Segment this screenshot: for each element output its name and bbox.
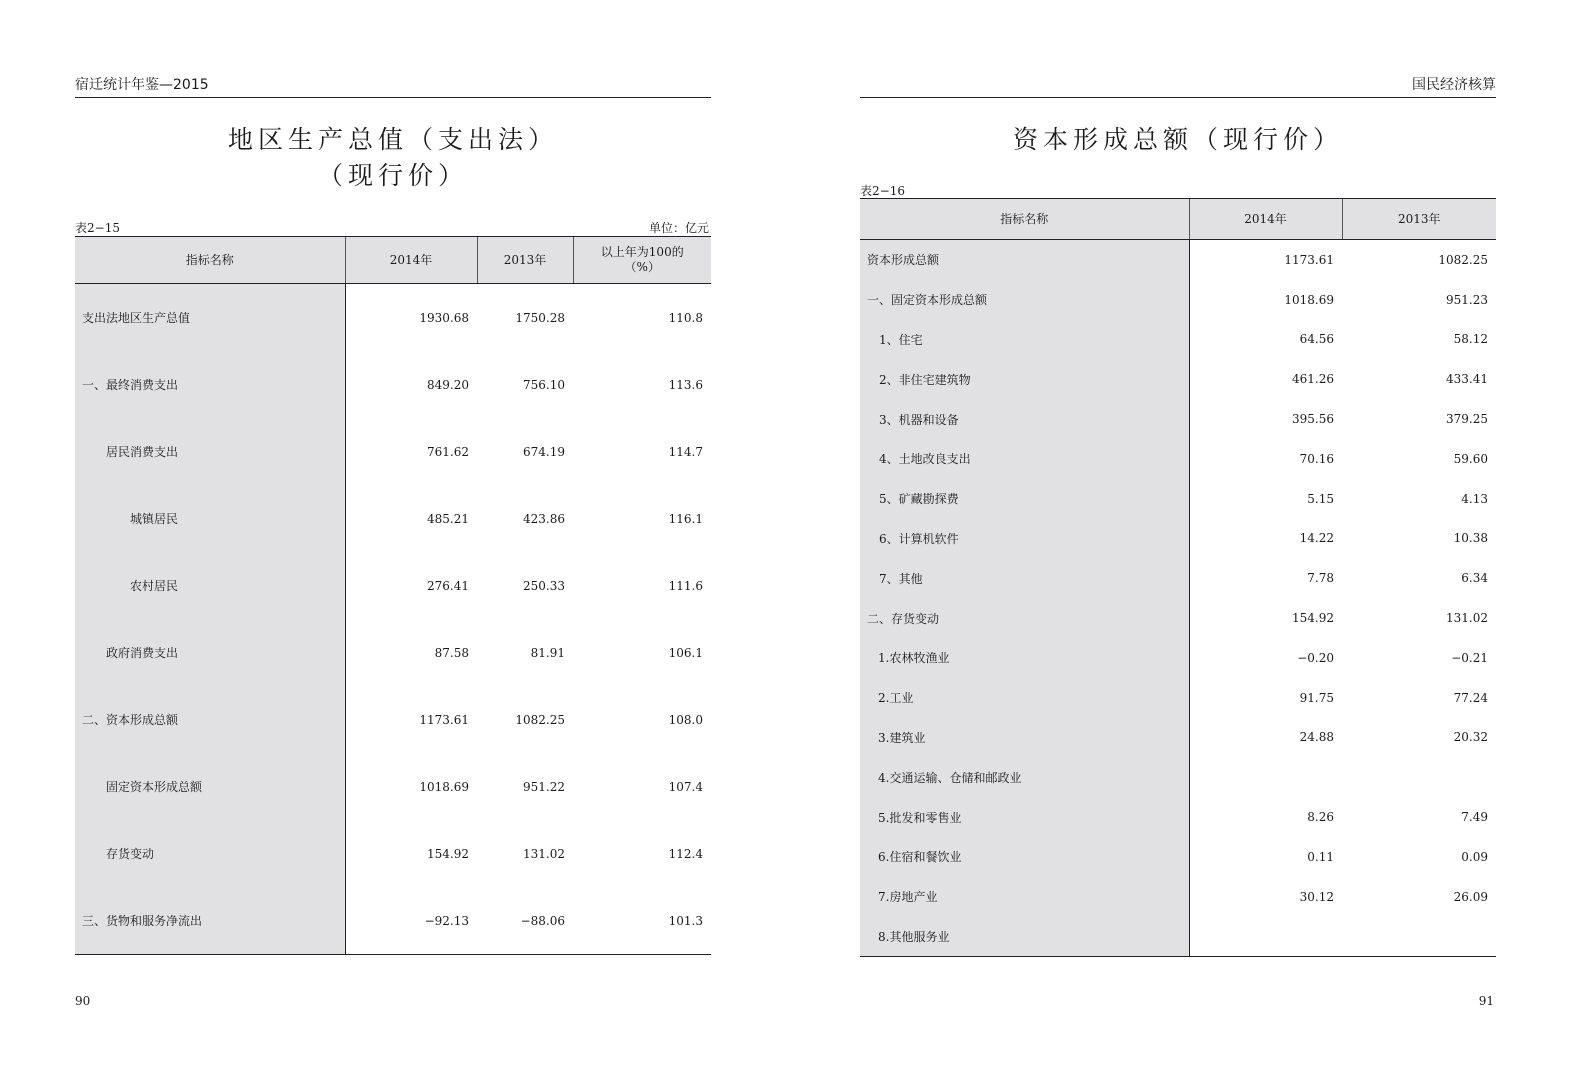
value-2013: 58.12 — [1453, 332, 1488, 347]
row-name: 5.批发和零售业 — [860, 797, 1189, 837]
table-row — [860, 837, 1496, 877]
index-header-line-1: 以上年为100的 — [600, 245, 684, 259]
column-header-2014: 2014年 — [1189, 199, 1342, 240]
value-2013: −88.06 — [477, 887, 573, 955]
value-2014: 91.75 — [1299, 690, 1334, 705]
row-name: 资本形成总额 — [860, 240, 1189, 280]
table-row — [860, 479, 1496, 519]
table-number-left: 表2−15 — [75, 221, 120, 235]
table-row — [860, 240, 1496, 280]
table-row — [860, 519, 1496, 559]
page-number-left: 90 — [75, 994, 91, 1008]
row-name: 5、矿藏勘探费 — [860, 479, 1189, 519]
table-header-row — [860, 199, 1496, 240]
value-2014 — [1189, 757, 1342, 797]
value-2013: 674.19 — [523, 444, 565, 459]
table-row — [860, 598, 1496, 638]
table-row — [75, 284, 711, 352]
page-title-right: 资本形成总额（现行价） — [1012, 125, 1343, 154]
value-2013: 1082.25 — [515, 712, 565, 727]
left-page — [75, 0, 711, 1077]
table-row — [75, 686, 711, 753]
value-2014 — [1189, 917, 1342, 957]
value-2013: 6.34 — [1461, 571, 1488, 586]
row-name: 7.房地产业 — [860, 877, 1189, 917]
row-name: 居民消费支出 — [75, 418, 345, 485]
value-2014: 461.26 — [1292, 372, 1334, 387]
row-name: 三、货物和服务净流出 — [75, 887, 345, 955]
row-name: 城镇居民 — [75, 485, 345, 552]
row-name: 农村居民 — [75, 552, 345, 619]
table-row — [860, 320, 1496, 360]
column-header-indicator: 指标名称 — [860, 199, 1189, 240]
row-name: 二、资本形成总额 — [75, 686, 345, 753]
value-2013: 20.32 — [1453, 730, 1488, 745]
capital-formation-table — [860, 198, 1496, 957]
value-2013: 1082.25 — [1438, 252, 1488, 267]
table-row — [860, 359, 1496, 399]
value-2014: 1173.61 — [419, 712, 469, 727]
table-number-right: 表2−16 — [860, 184, 905, 198]
value-2013: 0.09 — [1461, 849, 1488, 864]
title-line-2: （现行价） — [317, 161, 468, 190]
column-header-indicator: 指标名称 — [75, 237, 345, 284]
value-2013: 7.49 — [1461, 810, 1488, 825]
value-2013: 81.91 — [530, 645, 565, 660]
row-name: 4.交通运输、仓储和邮政业 — [860, 757, 1189, 797]
value-2013: −0.21 — [1451, 650, 1488, 665]
column-header-2013: 2013年 — [1342, 199, 1496, 240]
value-2014: 154.92 — [1292, 611, 1334, 626]
value-2014: 30.12 — [1299, 889, 1334, 904]
value-2013 — [1342, 757, 1496, 797]
value-2014: 849.20 — [427, 377, 469, 392]
row-name: 6、计算机软件 — [860, 519, 1189, 559]
row-name: 政府消费支出 — [75, 619, 345, 686]
value-2013: 59.60 — [1453, 451, 1488, 466]
value-index: 111.6 — [668, 578, 703, 593]
row-name: 8.其他服务业 — [860, 917, 1189, 957]
table-row — [75, 753, 711, 820]
row-name: 存货变动 — [75, 820, 345, 887]
value-2013: 951.22 — [523, 779, 565, 794]
value-2014: 761.62 — [427, 444, 469, 459]
value-2013: 26.09 — [1453, 889, 1488, 904]
table-row — [860, 757, 1496, 797]
value-index: 101.3 — [573, 887, 711, 955]
value-2014: 70.16 — [1299, 451, 1334, 466]
page-title-left — [75, 122, 711, 194]
value-2014: 1018.69 — [419, 779, 469, 794]
row-name: 二、存货变动 — [860, 598, 1189, 638]
value-2013: 951.23 — [1446, 292, 1488, 307]
value-index: 110.8 — [668, 310, 703, 325]
value-2014: 154.92 — [427, 846, 469, 861]
value-2014: 485.21 — [427, 511, 469, 526]
value-2013: 250.33 — [523, 578, 565, 593]
table-row — [75, 619, 711, 686]
table-row — [860, 439, 1496, 479]
row-name: 一、固定资本形成总额 — [860, 280, 1189, 320]
running-head-left: 宿迁统计年鉴—2015 — [75, 74, 711, 98]
value-2014: 8.26 — [1307, 810, 1334, 825]
value-2014: 24.88 — [1299, 730, 1334, 745]
row-name: 固定资本形成总额 — [75, 753, 345, 820]
table-row — [75, 887, 711, 955]
value-2014: 87.58 — [434, 645, 469, 660]
value-2013: 756.10 — [523, 377, 565, 392]
value-2014: 1930.68 — [419, 310, 469, 325]
title-line-1: 地区生产总值（支出法） — [227, 125, 558, 154]
row-name: 4、土地改良支出 — [860, 439, 1189, 479]
value-index: 114.7 — [668, 444, 703, 459]
table-row — [860, 877, 1496, 917]
row-name: 1.农林牧渔业 — [860, 638, 1189, 678]
page-number-right: 91 — [1478, 994, 1494, 1008]
value-2013: 77.24 — [1453, 690, 1488, 705]
value-2013: 423.86 — [523, 511, 565, 526]
row-name: 2、非住宅建筑物 — [860, 359, 1189, 399]
value-index: 108.0 — [668, 712, 703, 727]
value-2013: 131.02 — [1446, 611, 1488, 626]
table-row — [75, 485, 711, 552]
column-header-2014: 2014年 — [345, 237, 477, 284]
row-name: 3、机器和设备 — [860, 399, 1189, 439]
value-index: 116.1 — [668, 511, 703, 526]
value-2014: −0.20 — [1297, 650, 1334, 665]
row-name: 一、最终消费支出 — [75, 351, 345, 418]
unit-label: 单位：亿元 — [648, 221, 709, 235]
value-2013: 131.02 — [523, 846, 565, 861]
column-header-index — [573, 237, 711, 284]
value-index: 106.1 — [668, 645, 703, 660]
value-2013: 1750.28 — [515, 310, 565, 325]
value-2014: 1173.61 — [1284, 252, 1334, 267]
value-2014: 64.56 — [1299, 332, 1334, 347]
column-header-2013: 2013年 — [477, 237, 573, 284]
row-name: 7、其他 — [860, 558, 1189, 598]
row-name: 6.住宿和餐饮业 — [860, 837, 1189, 877]
value-2014: 14.22 — [1299, 531, 1334, 546]
value-2013 — [1342, 917, 1496, 957]
value-index: 107.4 — [668, 779, 703, 794]
table-row — [860, 678, 1496, 718]
value-2014: 395.56 — [1292, 412, 1334, 427]
table-row — [860, 558, 1496, 598]
table-row — [860, 280, 1496, 320]
value-2014: −92.13 — [345, 887, 477, 955]
gdp-expenditure-table — [75, 236, 711, 955]
table-row — [75, 418, 711, 485]
table-row — [860, 399, 1496, 439]
table-header-row — [75, 237, 711, 284]
running-head-right: 国民经济核算 — [860, 74, 1496, 98]
value-index: 112.4 — [668, 846, 703, 861]
value-2013: 379.25 — [1446, 412, 1488, 427]
value-2014: 276.41 — [427, 578, 469, 593]
value-2014: 7.78 — [1307, 571, 1334, 586]
value-2014: 0.11 — [1307, 849, 1334, 864]
table-row — [75, 820, 711, 887]
table-row — [860, 797, 1496, 837]
value-2014: 1018.69 — [1284, 292, 1334, 307]
value-2013: 10.38 — [1453, 531, 1488, 546]
value-2014: 5.15 — [1307, 491, 1334, 506]
row-name: 3.建筑业 — [860, 718, 1189, 758]
table-row — [75, 552, 711, 619]
table-row — [860, 718, 1496, 758]
row-name: 支出法地区生产总值 — [75, 284, 345, 352]
value-2013: 433.41 — [1446, 372, 1488, 387]
table-row — [75, 351, 711, 418]
index-header-line-2: （%） — [624, 260, 660, 274]
value-index: 113.6 — [668, 377, 703, 392]
row-name: 2.工业 — [860, 678, 1189, 718]
table-row — [860, 638, 1496, 678]
row-name: 1、住宅 — [860, 320, 1189, 360]
right-page — [860, 0, 1496, 1077]
value-2013: 4.13 — [1461, 491, 1488, 506]
table-row — [860, 917, 1496, 957]
